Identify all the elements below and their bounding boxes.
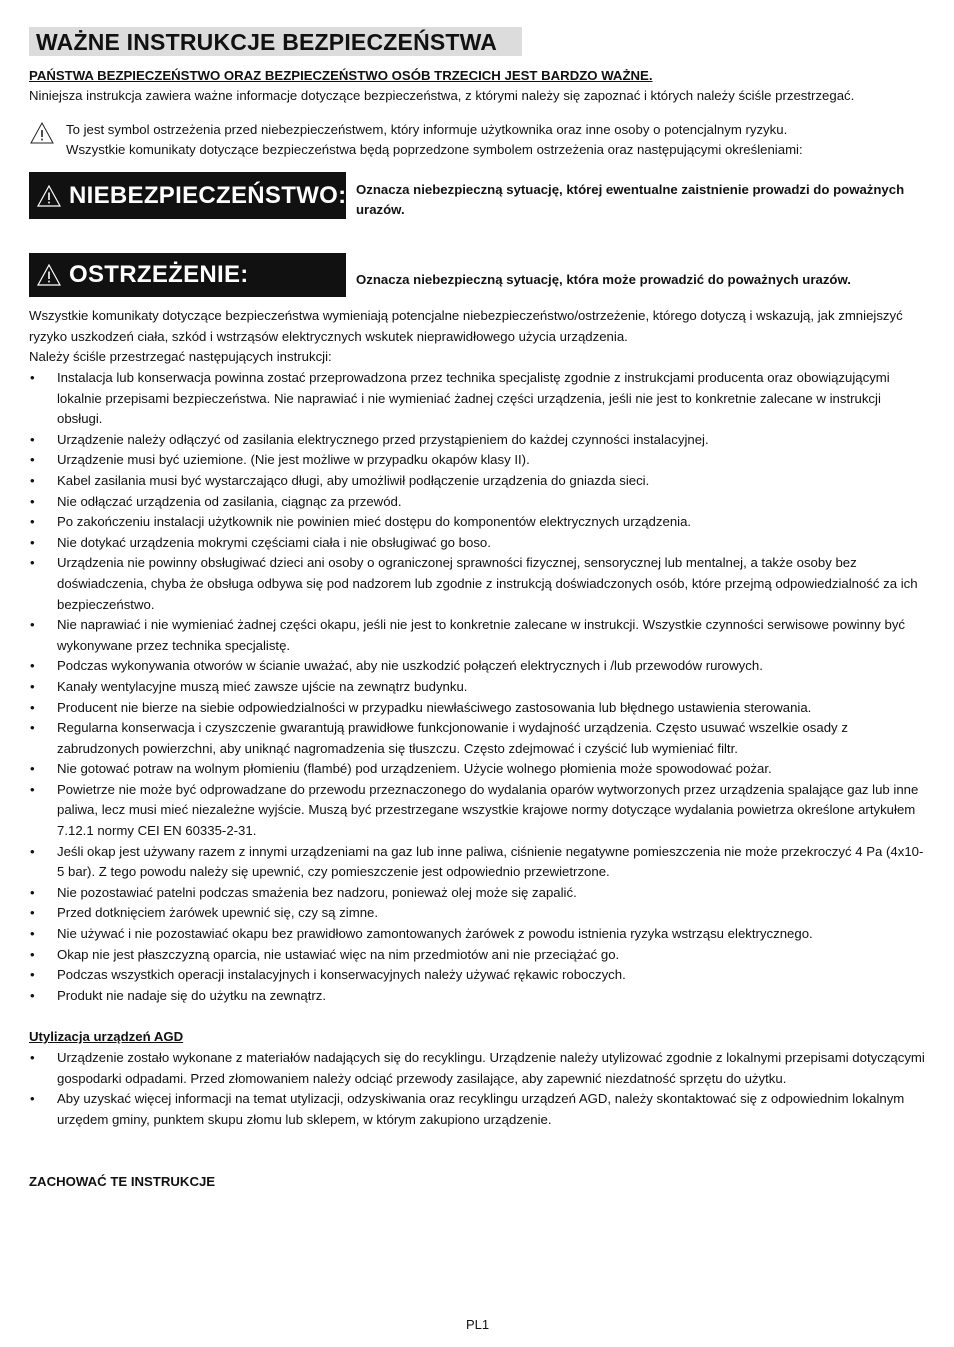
list-item bbox=[29, 430, 929, 451]
instructions-list bbox=[29, 368, 929, 1006]
bullet: • bbox=[30, 452, 35, 468]
list-item-text: Instalacja lub konserwacja powinna zostać przeprowadzona przez technika specjalistę zgodnie z instrukcjami producenta oraz obowiązującymi lokalnie przepisami bezpieczeństwa. Nie naprawiać i nie wymieniać żadnej części urządzenia, jeśli nie jest to konkretnie zalecane w instrukcji obsługi. bbox=[57, 370, 890, 427]
bullet: • bbox=[30, 987, 35, 1003]
list-item bbox=[29, 698, 929, 719]
warning-banner-triangle-icon bbox=[37, 264, 61, 286]
list-item bbox=[29, 945, 929, 966]
list-item bbox=[29, 1048, 929, 1089]
list-item-text: Urządzenie zostało wykonane z materiałów nadających się do recyklingu. Urządzenie należy utylizować zgodnie z lokalnymi przepisami dotyczącymi gospodarki odpadami. Przed złomowaniem należy odciąć przewody zasilające, aby zapewnić niezdatność sprzętu do użytku. bbox=[57, 1050, 925, 1086]
list-item-text: Urządzenie musi być uziemione. (Nie jest możliwe w przypadku okapów klasy II). bbox=[57, 452, 530, 468]
bullet: • bbox=[30, 967, 35, 983]
keep-instructions: ZACHOWAĆ TE INSTRUKCJE bbox=[29, 1174, 216, 1189]
list-item-text: Nie naprawiać i nie wymieniać żadnej części okapu, jeśli nie jest to konkretnie zalecane w instrukcji. Wszystkie czynności serwisowe powinny być wykonywane przez technika specjalistę. bbox=[57, 617, 906, 653]
bullet: • bbox=[30, 493, 35, 509]
list-item bbox=[29, 883, 929, 904]
symbol-note-line2: Wszystkie komunikaty dotyczące bezpieczeństwa będą poprzedzone symbolem ostrzeżenia oraz następującymi określeniami: bbox=[66, 142, 803, 157]
list-item-text: Nie odłączać urządzenia od zasilania, ciągnąc za przewód. bbox=[57, 493, 402, 509]
bullet: • bbox=[30, 617, 35, 633]
list-item-text: Urządzenie należy odłączyć od zasilania elektrycznego przed przystąpieniem do każdej czynności instalacyjnej. bbox=[57, 431, 709, 447]
list-item-text: Urządzenia nie powinny obsługiwać dzieci ani osoby o ograniczonej sprawności fizycznej, sensorycznej lub mentalnej, a także osoby bez doświadczenia, chyba że obsługa odbywa się pod nadzorem lub zgodnie z instrukcją doświadczonych osób, które przejmą odpowiedzialność za ich bezpieczeństwo. bbox=[57, 555, 918, 612]
danger-desc-line1: Oznacza niebezpieczną sytuację, której ewentualne zaistnienie prowadzi do poważnych bbox=[356, 182, 905, 197]
symbol-note-line1: To jest symbol ostrzeżenia przed niebezpieczeństwem, który informuje użytkownika oraz inne osoby o potencjalnym ryzyku. bbox=[66, 122, 788, 137]
list-item-text: Podczas wszystkich operacji instalacyjnych i konserwacyjnych należy używać rękawic roboczych. bbox=[57, 967, 626, 983]
page-number: PL1 bbox=[466, 1317, 490, 1332]
list-item bbox=[29, 368, 929, 430]
list-item-text: Po zakończeniu instalacji użytkownik nie powinien mieć dostępu do komponentów elektrycznych urządzenia. bbox=[57, 514, 692, 530]
bullet: • bbox=[30, 431, 35, 447]
bullet: • bbox=[30, 678, 35, 694]
list-item-text: Aby uzyskać więcej informacji na temat utylizacji, odzyskiwania oraz recyklingu urządzeń AGD, należy skontaktować się z odpowiednim lokalnym urzędem gminy, punktem skupu złomu lub sklepem, w którym zakupiono urządzenie. bbox=[57, 1091, 905, 1127]
list-item bbox=[29, 903, 929, 924]
disposal-list bbox=[29, 1048, 929, 1130]
list-item bbox=[29, 1089, 929, 1130]
warning-desc: Oznacza niebezpieczną sytuację, która może prowadzić do poważnych urazów. bbox=[356, 272, 851, 287]
list-item bbox=[29, 986, 929, 1007]
list-item bbox=[29, 450, 929, 471]
list-item-text: Kanały wentylacyjne muszą mieć zawsze ujście na zewnątrz budynku. bbox=[57, 678, 468, 694]
general-line3: Należy ściśle przestrzegać następujących instrukcji: bbox=[29, 349, 332, 364]
intro-heading: PAŃSTWA BEZPIECZEŃSTWO ORAZ BEZPIECZEŃSTWO OSÓB TRZECICH JEST BARDZO WAŻNE. bbox=[29, 68, 653, 83]
list-item-text: Producent nie bierze na siebie odpowiedzialności w przypadku niewłaściwego zastosowania lub błędnego ustawienia sterowania. bbox=[57, 699, 812, 715]
bullet: • bbox=[30, 534, 35, 550]
bullet: • bbox=[30, 1091, 35, 1107]
list-item-text: Produkt nie nadaje się do użytku na zewnątrz. bbox=[57, 987, 327, 1003]
list-item-text: Regularna konserwacja i czyszczenie gwarantują prawidłowe funkcjonowanie i wydajność urządzenia. Często usuwać wszelkie osady z zabrudzonych powierzchni, aby uniknąć nagromadzenia się tłuszczu. Często zdejmować i czyścić lub wymieniać filtr. bbox=[57, 720, 848, 756]
bullet: • bbox=[30, 905, 35, 921]
danger-label: NIEBEZPIECZEŃSTWO: bbox=[69, 181, 347, 209]
bullet: • bbox=[30, 658, 35, 674]
bullet: • bbox=[30, 699, 35, 715]
bullet: • bbox=[30, 472, 35, 488]
danger-triangle-icon bbox=[37, 185, 61, 207]
list-item bbox=[29, 842, 929, 883]
list-item-text: Nie dotykać urządzenia mokrymi częściami ciała i nie obsługiwać go boso. bbox=[57, 534, 491, 550]
page-title: WAŻNE INSTRUKCJE BEZPIECZEŃSTWA bbox=[36, 29, 498, 55]
list-item bbox=[29, 533, 929, 554]
list-item-text: Kabel zasilania musi być wystarczająco długi, aby umożliwił podłączenie urządzenia do gniazda sieci. bbox=[57, 472, 650, 488]
intro-text: Niniejsza instrukcja zawiera ważne informacje dotyczące bezpieczeństwa, z którymi należy się zapoznać i których należy ściśle przestrzegać. bbox=[29, 88, 855, 103]
danger-banner bbox=[29, 172, 346, 219]
list-item-text: Powietrze nie może być odprowadzane do przewodu przeznaczonego do wydalania oparów wytworzonych przez urządzenia spalające gaz lub inne paliwa, lecz musi mieć niezależne wyjście. Muszą być przestrzegane wszystkie krajowe normy dotyczące wydalania powietrza określone artykułem 7.12.1 normy CEI EN 60335-2-31. bbox=[57, 781, 919, 839]
warning-banner bbox=[29, 253, 346, 297]
bullet: • bbox=[30, 761, 35, 777]
list-item bbox=[29, 656, 929, 677]
bullet: • bbox=[30, 720, 35, 736]
bullet: • bbox=[30, 555, 35, 571]
list-item-text: Podczas wykonywania otworów w ścianie uważać, aby nie uszkodzić połączeń elektrycznych i /lub przewodów rurowych. bbox=[57, 658, 763, 674]
bullet: • bbox=[30, 514, 35, 530]
general-line1: Wszystkie komunikaty dotyczące bezpieczeństwa wymieniają potencjalne niebezpieczeństwo/ostrzeżenie, którego dotyczą i wskazują, jak zmniejszyć bbox=[29, 308, 903, 323]
list-item bbox=[29, 718, 929, 759]
bullet: • bbox=[30, 843, 35, 859]
list-item bbox=[29, 492, 929, 513]
list-item bbox=[29, 512, 929, 533]
list-item-text: Nie gotować potraw na wolnym płomieniu (flambé) pod urządzeniem. Użycie wolnego płomienia może spowodować pożar. bbox=[57, 761, 772, 777]
list-item bbox=[29, 965, 929, 986]
list-item bbox=[29, 677, 929, 698]
list-item bbox=[29, 759, 929, 780]
danger-desc-line2: urazów. bbox=[356, 202, 405, 217]
list-item bbox=[29, 924, 929, 945]
list-item-text: Jeśli okap jest używany razem z innymi urządzeniami na gaz lub inne paliwa, ciśnienie negatywne pomieszczenia nie może przekroczyć 4 Pa (4x10-5 bar). Z tego powodu należy się upewnić, czy pomieszczenie jest odpowiednio przewietrzone. bbox=[57, 843, 924, 880]
list-item-text: Przed dotknięciem żarówek upewnić się, czy są zimne. bbox=[57, 905, 379, 921]
bullet: • bbox=[30, 926, 35, 942]
bullet: • bbox=[30, 781, 35, 797]
list-item-text: Nie używać i nie pozostawiać okapu bez prawidłowo zamontowanych żarówek z powodu istnienia ryzyka wstrząsu elektrycznego. bbox=[57, 926, 813, 942]
list-item bbox=[29, 780, 929, 842]
warning-triangle-icon bbox=[30, 121, 54, 150]
bullet: • bbox=[30, 1050, 35, 1065]
list-item bbox=[29, 553, 929, 615]
disposal-heading: Utylizacja urządzeń AGD bbox=[29, 1029, 184, 1044]
bullet: • bbox=[30, 946, 35, 962]
list-item-text: Nie pozostawiać patelni podczas smażenia bez nadzoru, ponieważ olej może się zapalić. bbox=[57, 884, 577, 900]
list-item-text: Okap nie jest płaszczyzną oparcia, nie ustawiać więc na nim przedmiotów ani nie przeciążać go. bbox=[57, 946, 620, 962]
list-item bbox=[29, 471, 929, 492]
bullet: • bbox=[30, 370, 35, 385]
bullet: • bbox=[30, 884, 35, 900]
warning-label: OSTRZEŻENIE: bbox=[69, 261, 249, 288]
list-item bbox=[29, 615, 929, 656]
general-line2: ryzyko uszkodzeń ciała, szkód i wstrząsów elektrycznych wskutek nieprawidłowego użycia urządzenia. bbox=[29, 329, 628, 344]
